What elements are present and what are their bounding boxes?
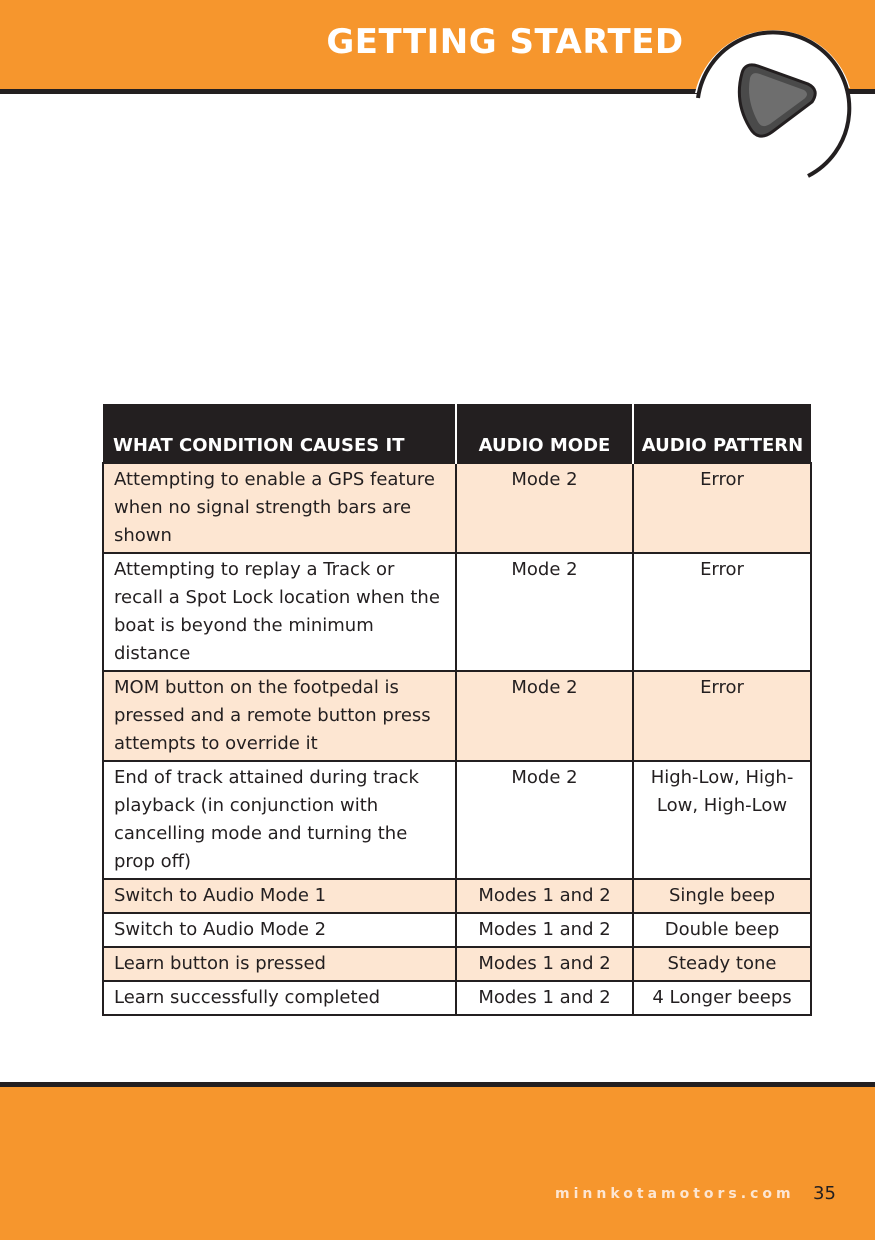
mode-cell: Mode 2 bbox=[456, 553, 633, 671]
audio-pattern-table bbox=[102, 404, 812, 1016]
column-header-condition: WHAT CONDITION CAUSES IT bbox=[103, 404, 456, 463]
condition-cell: Attempting to replay a Track or recall a Spot Lock location when the boat is beyond the minimum distance bbox=[103, 553, 456, 671]
condition-cell: End of track attained during track playback (in conjunction with cancelling mode and turning the prop off) bbox=[103, 761, 456, 879]
condition-cell: Switch to Audio Mode 1 bbox=[103, 879, 456, 913]
pattern-cell: Error bbox=[633, 671, 811, 761]
footer-band bbox=[0, 1087, 875, 1240]
play-icon bbox=[690, 18, 875, 208]
mode-cell: Modes 1 and 2 bbox=[456, 947, 633, 981]
pattern-cell: Single beep bbox=[633, 879, 811, 913]
table-row bbox=[103, 761, 811, 879]
condition-cell: Learn successfully completed bbox=[103, 981, 456, 1015]
table-row bbox=[103, 671, 811, 761]
table-row bbox=[103, 879, 811, 913]
mode-cell: Mode 2 bbox=[456, 463, 633, 553]
condition-cell: Attempting to enable a GPS feature when no signal strength bars are shown bbox=[103, 463, 456, 553]
mode-cell: Modes 1 and 2 bbox=[456, 981, 633, 1015]
table-row bbox=[103, 463, 811, 553]
condition-cell: Switch to Audio Mode 2 bbox=[103, 913, 456, 947]
column-header-audio-mode: AUDIO MODE bbox=[456, 404, 633, 463]
pattern-cell: Error bbox=[633, 463, 811, 553]
table-row bbox=[103, 981, 811, 1015]
condition-cell: MOM button on the footpedal is pressed and a remote button press attempts to override it bbox=[103, 671, 456, 761]
mode-cell: Mode 2 bbox=[456, 761, 633, 879]
pattern-cell: Double beep bbox=[633, 913, 811, 947]
pattern-cell: Error bbox=[633, 553, 811, 671]
mode-cell: Modes 1 and 2 bbox=[456, 879, 633, 913]
page-number: 35 bbox=[813, 1183, 836, 1204]
table-row bbox=[103, 913, 811, 947]
mode-cell: Modes 1 and 2 bbox=[456, 913, 633, 947]
condition-cell: Learn button is pressed bbox=[103, 947, 456, 981]
website-link[interactable]: minnkotamotors.com bbox=[555, 1186, 795, 1202]
pattern-cell: High-Low, High-Low, High-Low bbox=[633, 761, 811, 879]
mode-cell: Mode 2 bbox=[456, 671, 633, 761]
table-row bbox=[103, 947, 811, 981]
pattern-cell: Steady tone bbox=[633, 947, 811, 981]
column-header-audio-pattern: AUDIO PATTERN bbox=[633, 404, 811, 463]
page-title: GETTING STARTED bbox=[326, 22, 684, 62]
table-row bbox=[103, 553, 811, 671]
pattern-cell: 4 Longer beeps bbox=[633, 981, 811, 1015]
table-header-row bbox=[103, 404, 811, 463]
